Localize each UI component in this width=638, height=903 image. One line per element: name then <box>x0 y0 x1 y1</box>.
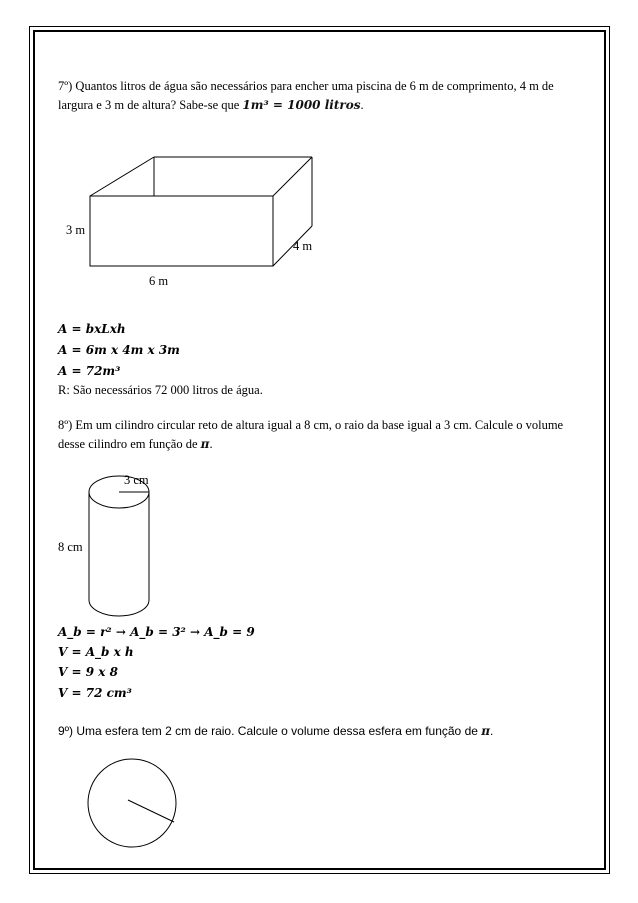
q8-formula-3: V = 9 x 8 <box>58 665 118 679</box>
box-label-height: 3 m <box>66 223 86 237</box>
q9-line1-suffix: . <box>490 724 494 738</box>
box-label-length: 6 m <box>149 274 169 288</box>
q8-formula-1: A_b = r² → A_b = 3² → A_b = 9 <box>58 625 255 639</box>
q7-formula-2: A = 6m x 4m x 3m <box>58 343 180 357</box>
q9-line1-prefix: 9º) Uma esfera tem 2 cm de raio. Calcule o volume dessa esfera em função de <box>58 724 482 738</box>
q7-line2-math: 1m³ = 1000 litros <box>242 98 361 112</box>
q8-line2 <box>58 435 578 454</box>
box-top-left-edge <box>90 157 154 196</box>
q7-line1: 7º) Quantos litros de água são necessários para encher uma piscina de 6 m de comprimento, 4 m de <box>58 79 554 93</box>
cylinder-label-height: 8 cm <box>58 540 83 554</box>
q7-formula-1: A = bxLxh <box>58 322 126 336</box>
cylinder-bottom-arc <box>89 600 149 616</box>
q8-statement <box>58 416 578 454</box>
box-figure <box>90 157 312 266</box>
q8-formula-2: V = A_b x h <box>58 645 134 659</box>
q7-answer: R: São necessários 72 000 litros de água. <box>58 383 263 397</box>
sphere-radius-line <box>128 800 174 822</box>
q7-line2-prefix: largura e 3 m de altura? Sabe-se que <box>58 98 243 112</box>
q9-line1-math: π <box>481 724 491 738</box>
q8-formula-4: V = 72 cm³ <box>58 686 132 700</box>
q7-line2-suffix: . <box>360 98 364 112</box>
sphere-figure <box>88 759 176 847</box>
cylinder-figure <box>89 476 149 616</box>
sphere-circle <box>88 759 176 847</box>
q8-line2-prefix: desse cilindro em função de <box>58 437 201 451</box>
q8-line2-math: π <box>200 437 210 451</box>
box-top-right-edge <box>273 157 312 196</box>
q8-line1: 8º) Em um cilindro circular reto de altura igual a 8 cm, o raio da base igual a 3 cm. Calcule o volume <box>58 418 564 432</box>
q7-formula-3: A = 72m³ <box>58 364 121 378</box>
cylinder-label-radius: 3 cm <box>124 473 149 487</box>
box-front-face <box>90 196 273 266</box>
q8-line2-suffix: . <box>209 437 213 451</box>
q9-statement <box>58 722 493 740</box>
box-label-depth: 4 m <box>293 239 313 253</box>
